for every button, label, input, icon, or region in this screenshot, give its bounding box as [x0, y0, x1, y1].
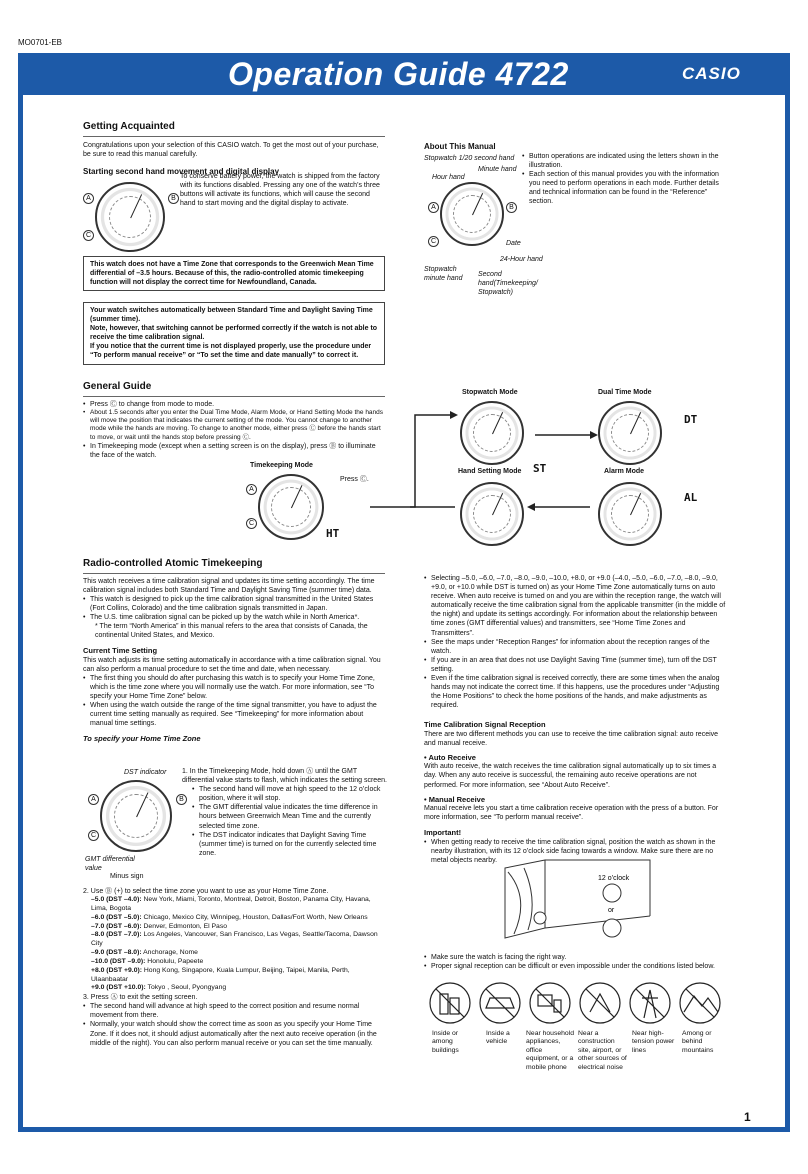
code-dt: DT — [684, 413, 698, 426]
list-item: • Press Ⓒ to change from mode to mode. — [83, 400, 385, 409]
watch-timekeeping — [258, 474, 324, 540]
zone-cities: Tokyo , Seoul, Pyongyang — [145, 984, 227, 992]
important-heading: Important! — [424, 828, 462, 838]
condition-caption: Among or behind mountains — [682, 1030, 714, 1054]
button-a-icon: A — [83, 193, 94, 204]
label-gmt-differential: GMT differential value — [85, 856, 135, 872]
watch-illustration — [95, 182, 165, 252]
condition-caption: Inside a vehicle — [486, 1030, 510, 1046]
radio-intro: This watch receives a time calibration signal and updates its time setting accordingly. The time calibration signal includes both Standard Time and Daylight Saving Time (summer time) data. — [83, 577, 375, 594]
button-c-icon: C — [88, 830, 99, 841]
step-text: 1. In the Timekeeping Mode, hold down Ⓐ until the GMT differential value starts to flash, which indicates the setting screen. — [182, 768, 387, 785]
list-item: • When getting ready to receive the time calibration signal, position the watch as shown in the nearby illustration, with its 12 o’clock side facing towards a window. Make sure there are no metal objects nearby. — [424, 838, 728, 865]
signal-bullets — [424, 953, 728, 971]
button-b-icon: B — [168, 193, 179, 204]
list-item: • If you are in an area that does not use Daylight Saving Time (summer time), turn off the DST setting. — [424, 656, 728, 674]
after-bullets — [83, 1002, 387, 1047]
section-heading: Radio-controlled Atomic Timekeeping — [83, 558, 263, 569]
list-item: • The DST indicator indicates that Daylight Saving Time (summer time) is turned on for the currently selected time zone. — [192, 831, 387, 858]
label-dst-indicator: DST indicator — [124, 769, 167, 776]
sub-heading: Current Time Setting — [83, 646, 158, 656]
receive-bullets — [424, 574, 728, 710]
watch-dual-time — [598, 401, 662, 465]
step-text: 3. Press Ⓐ to exit the setting screen. — [83, 994, 198, 1002]
vehicle-icon — [480, 983, 520, 1023]
step-2 — [83, 887, 387, 1048]
zone-cities: Denver, Edmonton, El Paso — [141, 922, 228, 930]
condition-caption: Near a construction site, airport, or other sources of electrical noise — [578, 1030, 627, 1071]
list-item: • About 1.5 seconds after you enter the Dual Time Mode, Alarm Mode, or Hand Setting Mode the hands will move the position that indicates the current setting of the mode. You cannot change to another mode while the hands are moving. To change to another mode, either press Ⓒ before the hands start to move, or wait until the hands stop before pressing Ⓒ. — [83, 409, 385, 443]
button-b-icon: B — [176, 794, 187, 805]
label-date: Date — [506, 240, 521, 247]
section-heading: General Guide — [83, 381, 152, 392]
press-c-label: Press Ⓒ. — [340, 476, 369, 483]
condition-caption: Near household appliances, office equipment, or a mobile phone — [526, 1030, 574, 1071]
zone-offset: –6.0 (DST –5.0): — [91, 913, 142, 921]
list-item: • The second hand will move at high speed to the 12 o’clock position, where it will stop. — [192, 785, 387, 803]
construction-icon — [580, 983, 620, 1023]
signal-notes — [424, 953, 728, 971]
label-stopwatch-minute-hand: Stopwatch minute hand — [424, 266, 463, 282]
list-item: • See the maps under “Reception Ranges” for information about the reception ranges of the watch. — [424, 638, 728, 656]
label-hour-hand: Hour hand — [432, 174, 465, 181]
mode-label-hand-setting: Hand Setting Mode — [458, 468, 522, 475]
list-item: • Selecting –5.0, –6.0, –7.0, –8.0, –9.0, –10.0, +8.0, or +9.0 (–4.0, –5.0, –6.0, –7.0, –8.0, –9.0, +9.0, or +10.0 while DST is turned on) as your Home Time Zone automatically turns on auto receive. When auto receive is turned on and you are within the reception range, the watch will automatically receive the time calibration signal from the applicable transmitter (in the middle of the night) and update its settings accordingly. For information about the relationship between time zones (GMT differential values) and transmitters, see “Home Time Zones and Transmitters”. — [424, 574, 728, 638]
mode-label-timekeeping: Timekeeping Mode — [250, 462, 313, 469]
dst-note — [83, 302, 385, 365]
zone-row — [83, 896, 387, 914]
getting-acquainted-section — [83, 121, 385, 177]
sub-heading: To specify your Home Time Zone — [83, 734, 201, 744]
right-column — [424, 574, 728, 865]
radio-bullets — [83, 595, 387, 622]
about-section — [424, 142, 724, 152]
code-al: AL — [684, 491, 698, 504]
label-minus-sign: Minus sign — [110, 873, 144, 880]
tcsr-body: There are two different methods you can use to receive the time calibration signal: auto receive and manual receive. — [424, 730, 719, 747]
note-line: Your watch switches automatically between Standard Time and Daylight Saving Time (summer time). — [90, 307, 373, 324]
list-item: • The U.S. time calibration signal can be picked up by the watch while in North America*. — [83, 613, 387, 622]
oclock-label: 12 o’clock — [598, 875, 630, 882]
watch-home-zone — [100, 780, 172, 852]
zone-offset: –9.0 (DST –8.0): — [91, 949, 142, 957]
zone-row — [83, 984, 387, 993]
appliances-icon — [530, 983, 570, 1023]
zone-cities: Hong Kong, Singapore, Kuala Lumpur, Beijing, Taipei, Manila, Perth, Ulaanbaatar — [91, 966, 350, 983]
zone-row — [83, 949, 387, 958]
mode-label-dual-time: Dual Time Mode — [598, 389, 652, 396]
sub-heading: Time Calibration Signal Reception — [424, 720, 546, 730]
label-second-hand: Second hand(Timekeeping/ Stopwatch) — [478, 271, 538, 296]
button-b-icon: B — [506, 202, 517, 213]
button-c-icon: C — [246, 518, 257, 529]
list-item: • In Timekeeping mode (except when a setting screen is on the display), press Ⓑ to illuminate the face of the watch. — [83, 442, 385, 460]
code-st: ST — [533, 462, 547, 475]
condition-icons — [428, 980, 728, 1028]
mode-label-alarm: Alarm Mode — [604, 468, 645, 475]
or-label: or — [608, 907, 615, 914]
list-item: • Make sure the watch is facing the right way. — [424, 953, 728, 962]
button-c-icon: C — [428, 236, 439, 247]
brand-logo: CASIO — [682, 64, 741, 83]
footnote: * The term “North America” in this manual refers to the area that consists of Canada, the continental United States, and Mexico. — [95, 622, 368, 640]
note-line: If you notice that the current time is not displayed properly, use the procedure under “To perform manual receive” or “To set the time and date manually” to correct it. — [90, 343, 372, 360]
mountains-icon — [680, 983, 720, 1023]
button-a-icon: A — [88, 794, 99, 805]
label-stopwatch-1-20: Stopwatch 1/20 second hand — [424, 155, 515, 162]
zone-offset: +9.0 (DST +10.0): — [91, 984, 146, 992]
list-item: • Normally, your watch should show the correct time as soon as you specify your Home Time Zone. If it does not, it should adjust automatically after the next auto receive operation (in the middle of the night). You can also perform manual receive or you can set the time manually. — [83, 1020, 387, 1047]
button-a-icon: A — [246, 484, 257, 495]
step-text: 2. Use Ⓑ (+) to select the time zone you want to use as your Home Time Zone. — [83, 888, 329, 895]
condition-caption: Near high-tension power lines — [632, 1030, 675, 1054]
manual-receive-heading: • Manual Receive — [424, 794, 485, 804]
section-heading: About This Manual — [424, 142, 496, 151]
list-item: • When using the watch outside the range of the time signal transmitter, you have to adjust the current time setting manually as required. See “Timekeeping” for more information about manual time settings. — [83, 701, 387, 728]
zone-cities: Anchorage, Nome — [141, 949, 198, 957]
intro-text: Congratulations upon your selection of this CASIO watch. To get the most out of your purchase, be sure to read this manual carefully. — [83, 141, 379, 158]
newfoundland-note: This watch does not have a Time Zone that corresponds to the Greenwich Mean Time differential of –3.5 hours. Because of this, the radio-controlled atomic timekeeping function will not display the correct time for Newfoundland, Canada. — [83, 256, 385, 291]
power-lines-icon — [630, 983, 670, 1023]
list-item: • Each section of this manual provides you with the information you need to perform operations in each mode. Further details and technical information can be found in the “Reference” section. — [522, 170, 722, 206]
page-number: 1 — [744, 1110, 751, 1124]
zone-offset: +8.0 (DST +9.0): — [91, 966, 142, 974]
zone-cities: Los Angeles, Vancouver, San Francisco, Las Vegas, Seattle/Tacoma, Dawson City — [91, 931, 378, 948]
list-item: • Proper signal reception can be difficult or even impossible under the conditions listed below. — [424, 962, 728, 971]
list-item: • The first thing you should do after purchasing this watch is to specify your Home Time Zone, which is the time zone where you will normally use the watch. For more information, see “To specify your Home Time Zone” below. — [83, 674, 387, 701]
button-c-icon: C — [83, 230, 94, 241]
page-title: Operation Guide 4722 — [228, 56, 569, 92]
about-bullets — [522, 152, 722, 207]
manual-body: Manual receive lets you start a time calibration receive operation with the press of a button. For more information, see “To perform manual receive”. — [424, 805, 719, 822]
section-heading: Getting Acquainted — [83, 121, 175, 132]
zone-row — [83, 914, 387, 923]
divider — [83, 136, 385, 137]
window-illustration — [500, 858, 670, 950]
condition-caption: Inside or among buildings — [432, 1030, 459, 1054]
zone-offset: –8.0 (DST –7.0): — [91, 931, 142, 939]
list-item: • The second hand will advance at high speed to the correct position and resume normal movement from there. — [83, 1002, 387, 1020]
radio-section — [83, 558, 387, 744]
document-code: MO0701-EB — [18, 38, 63, 47]
note-line: Note, however, that switching cannot be performed correctly if the watch is not able to receive the time calibration signal. — [90, 325, 378, 342]
auto-heading-text: Auto Receive — [428, 752, 476, 762]
buildings-icon — [430, 983, 470, 1023]
zone-offset: –7.0 (DST –6.0): — [91, 922, 142, 930]
mode-arrows — [320, 395, 600, 525]
mode-label-stopwatch: Stopwatch Mode — [462, 389, 518, 396]
step-1 — [182, 767, 387, 858]
list-item: • The GMT differential value indicates the time difference in hours between Greenwich Mean Time and the currently selected time zone. — [192, 803, 387, 830]
starting-body: To conserve battery power, the watch is shipped from the factory with its functions disabled. Pressing any one of the watch’s three buttons will activate its functions, which will cause the second hand to start moving and the digital display to activate. — [180, 173, 380, 208]
step-1-bullets — [182, 785, 387, 858]
code-ht: HT — [326, 527, 340, 540]
label-24-hour-hand: 24-Hour hand — [500, 256, 543, 263]
manual-heading-text: Manual Receive — [428, 794, 485, 804]
zone-row — [83, 923, 387, 932]
watch-alarm — [598, 482, 662, 546]
sub-heading: Starting second hand movement and digital display — [83, 166, 280, 176]
button-a-icon: A — [428, 202, 439, 213]
auto-receive-heading: • Auto Receive — [424, 752, 476, 762]
zone-row — [83, 958, 387, 967]
zone-row — [83, 931, 387, 949]
list-item: • This watch is designed to pick up the time calibration signal transmitted in the United States (Fort Collins, Colorado) and the time calibration signals transmitted in Japan. — [83, 595, 387, 613]
cts-body: This watch adjusts its time setting automatically in accordance with a time calibration signal. You can also perform a manual procedure to set the time and date, when necessary. — [83, 656, 381, 673]
watch-illustration — [440, 182, 504, 246]
zone-cities: Honolulu, Papeete — [145, 957, 204, 965]
label-minute-hand: Minute hand — [478, 166, 517, 173]
cts-bullets — [83, 674, 387, 729]
divider — [83, 573, 385, 574]
zone-row — [83, 967, 387, 985]
zone-offset: –10.0 (DST –9.0): — [91, 957, 146, 965]
zone-cities: New York, Miami, Toronto, Montreal, Detroit, Boston, Panama City, Havana, Lima, Bogota — [91, 896, 371, 912]
zone-cities: Chicago, Mexico City, Winnipeg, Houston, Dallas/Fort Worth, New Orleans — [141, 913, 368, 921]
auto-body: With auto receive, the watch receives the time calibration signal automatically up to six times a day. When any auto receive is successful, the remaining auto receive operations are not performed. For more information, see “About Auto Receive”. — [424, 763, 717, 789]
zone-offset: –5.0 (DST –4.0): — [91, 896, 142, 904]
list-item: • Even if the time calibration signal is received correctly, there are some times when the analog hands may not indicate the correct time. If this happens, use the procedures under “Adjusting the Home Positions” to check the home positions of the hands, and make adjustments as required. — [424, 674, 728, 710]
list-item: • Button operations are indicated using the letters shown in the illustration. — [522, 152, 722, 170]
